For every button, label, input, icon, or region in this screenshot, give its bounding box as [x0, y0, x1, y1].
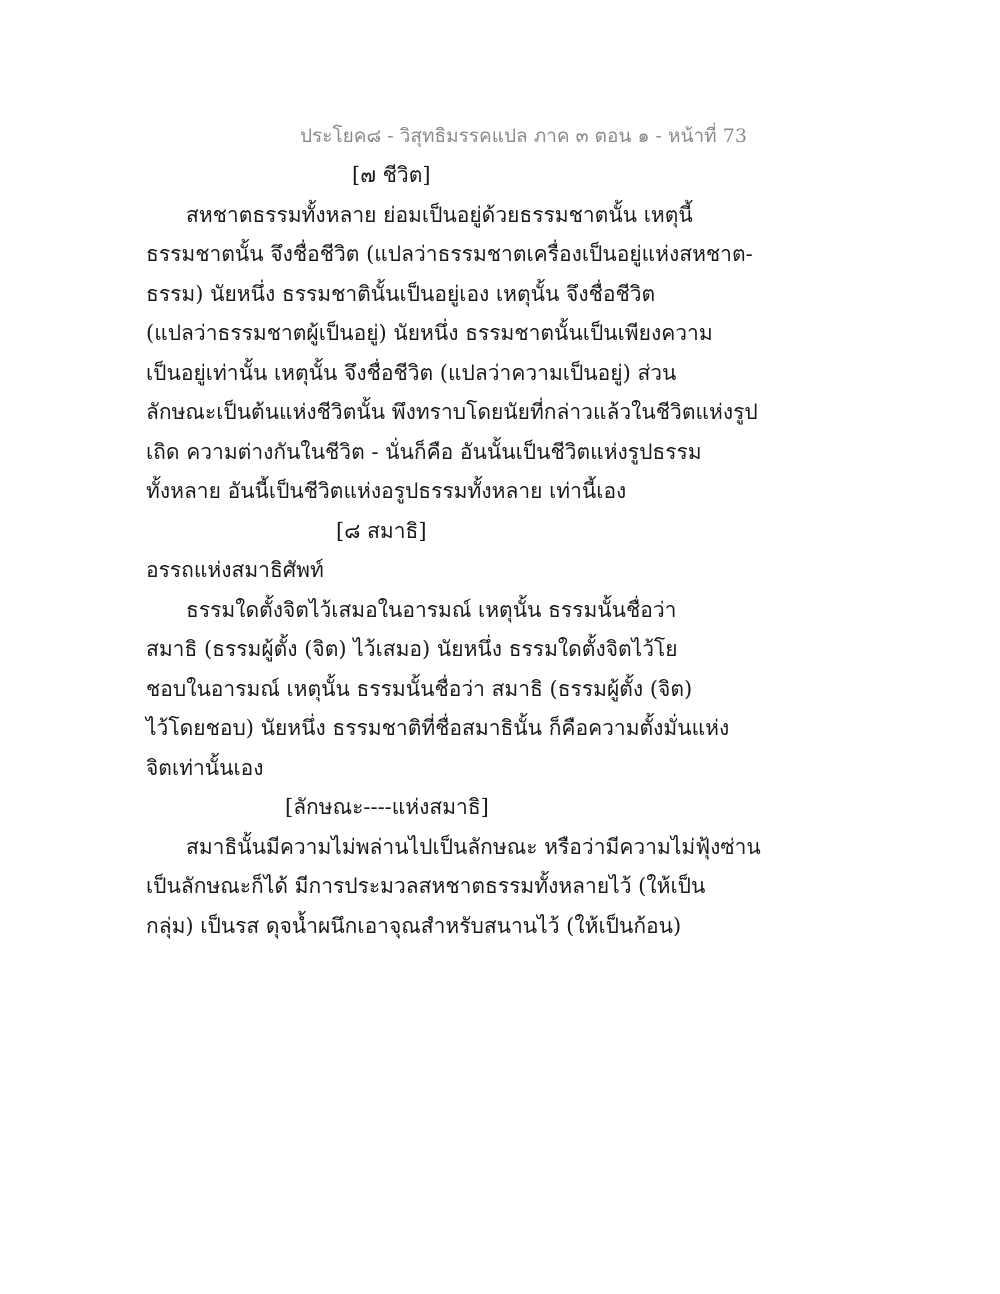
- paragraph-line: เป็นลักษณะก็ได้ มีการประมวลสหชาตธรรมทั้งหลายไว้ (ให้เป็น: [146, 874, 706, 898]
- paragraph-line: เถิด ความต่างกันในชีวิต - นั่นก็คือ อันนั้นเป็นชีวิตแห่งรูปธรรม: [146, 440, 702, 464]
- paragraph-line: (แปลว่าธรรมชาตผู้เป็นอยู่) นัยหนึ่ง ธรรมชาตนั้นเป็นเพียงความ: [146, 321, 713, 345]
- section-heading-lakkhana: [ลักษณะ----แห่งสมาธิ]: [285, 795, 489, 819]
- section-heading-samadhi: [๘ สมาธิ]: [336, 519, 427, 543]
- paragraph-line: ธรรมชาตนั้น จึงชื่อชีวิต (แปลว่าธรรมชาตเครื่องเป็นอยู่แห่งสหชาต-: [146, 242, 753, 266]
- paragraph-line: จิตเท่านั้นเอง: [146, 756, 264, 780]
- paragraph-line: สมาธินั้นมีความไม่พล่านไปเป็นลักษณะ หรือว่ามีความไม่ฟุ้งซ่าน: [186, 835, 761, 859]
- section-subheading: อรรถแห่งสมาธิศัพท์: [146, 558, 324, 582]
- paragraph-line: สหชาตธรรมทั้งหลาย ย่อมเป็นอยู่ด้วยธรรมชาตนั้น เหตุนี้: [186, 203, 693, 227]
- paragraph-line: สมาธิ (ธรรมผู้ตั้ง (จิต) ไว้เสมอ) นัยหนึ่ง ธรรมใดตั้งจิตไว้โย: [146, 637, 678, 661]
- paragraph-line: ลักษณะเป็นต้นแห่งชีวิตนั้น พึงทราบโดยนัยที่กล่าวแล้วในชีวิตแห่งรูป: [146, 400, 758, 424]
- paragraph-line: เป็นอยู่เท่านั้น เหตุนั้น จึงชื่อชีวิต (แปลว่าความเป็นอยู่) ส่วน: [146, 361, 677, 385]
- paragraph-line: ชอบในอารมณ์ เหตุนั้น ธรรมนั้นชื่อว่า สมาธิ (ธรรมผู้ตั้ง (จิต): [146, 677, 693, 701]
- paragraph-line: ธรรม) นัยหนึ่ง ธรรมชาตินั้นเป็นอยู่เอง เหตุนั้น จึงชื่อชีวิต: [146, 282, 656, 306]
- section-heading-jivita: [๗ ชีวิต]: [352, 163, 431, 187]
- paragraph-line: ไว้โดยชอบ) นัยหนึ่ง ธรรมชาติที่ชื่อสมาธินั้น ก็คือความตั้งมั่นแห่ง: [146, 716, 730, 740]
- paragraph-line: กลุ่ม) เป็นรส ดุจน้ำผนึกเอาจุณสำหรับสนานไว้ (ให้เป็นก้อน): [146, 914, 682, 938]
- paragraph-line: ทั้งหลาย อันนี้เป็นชีวิตแห่งอรูปธรรมทั้งหลาย เท่านี้เอง: [146, 479, 627, 503]
- paragraph-line: ธรรมใดตั้งจิตไว้เสมอในอารมณ์ เหตุนั้น ธรรมนั้นชื่อว่า: [186, 598, 677, 622]
- running-header: ประโยค๘ - วิสุทธิมรรคแปล ภาค ๓ ตอน ๑ - หน้าที่ 73: [300, 125, 747, 147]
